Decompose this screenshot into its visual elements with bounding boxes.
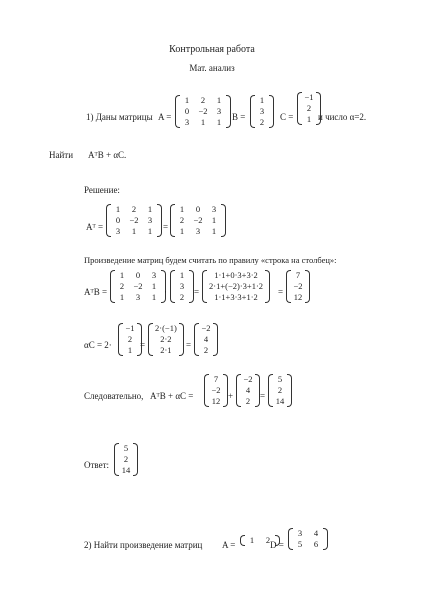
matrix-a: [175, 95, 231, 128]
matrix-cell: 0: [195, 204, 201, 214]
matrix-cell: −1: [304, 92, 314, 102]
matrix-cell: 0: [135, 270, 141, 280]
product-expansion: [202, 270, 270, 303]
matrix-cell: 3: [151, 270, 157, 280]
matrix-cell: 1: [216, 117, 222, 127]
vector-c-symbol: C =: [280, 112, 294, 122]
matrix-cell: −2: [129, 215, 139, 225]
alpha-c-vector: [118, 323, 142, 356]
answer-label: Ответ:: [84, 460, 110, 470]
matrix-d: [288, 528, 328, 550]
matrix-cell: 3: [211, 204, 217, 214]
matrix-cell: 2·1: [160, 345, 172, 355]
right-bracket: [221, 204, 226, 237]
matrix-cell: −2: [198, 106, 208, 116]
matrix-cell: 2: [203, 345, 209, 355]
matrix-a2-symbol: A =: [222, 540, 236, 550]
problem1-intro: 1) Даны матрицы: [86, 112, 153, 122]
matrix-cell: 1·1+0·3+3·2: [214, 270, 258, 280]
matrix-cell: 1: [179, 204, 185, 214]
solution-label: Решение:: [84, 185, 120, 195]
sum-expression: AᵀB + αC =: [150, 391, 194, 401]
matrix-cell: −2: [293, 281, 303, 291]
find-label: Найти: [49, 150, 74, 160]
matrix-cell: 1: [211, 226, 217, 236]
matrix-cell: 3: [179, 281, 185, 291]
answer-vector: [114, 443, 138, 476]
matrix-cell: −2: [243, 374, 253, 384]
equals-sign: =: [260, 391, 266, 401]
sum-second-vector: [236, 374, 260, 407]
transpose-symbol: Aᵀ =: [86, 222, 104, 232]
matrix-cell: 1: [249, 535, 255, 545]
right-bracket: [226, 95, 231, 128]
transpose-result-matrix: [170, 204, 226, 237]
matrix-cell: 1: [200, 117, 206, 127]
matrix-cell: 3: [115, 226, 121, 236]
alpha-statement: и число α=2.: [318, 112, 367, 122]
matrix-cell: 2: [179, 292, 185, 302]
right-bracket: [287, 374, 292, 407]
matrix-cell: 0: [115, 215, 121, 225]
matrix-a-symbol: A =: [158, 112, 172, 122]
sum-result-vector: [268, 374, 292, 407]
page-title: Контрольная работа: [169, 44, 255, 55]
vector-b-symbol: B =: [232, 112, 246, 122]
right-bracket: [213, 323, 218, 356]
transpose-source-matrix: [106, 204, 162, 237]
matrix-cell: 5: [297, 539, 303, 549]
equals-sign: =: [140, 340, 146, 350]
right-bracket: [157, 204, 162, 237]
matrix-cell: 3: [147, 215, 153, 225]
matrix-cell: 1: [119, 270, 125, 280]
matrix-cell: 1: [179, 226, 185, 236]
multiplication-rule: Произведение матриц будем считать по правилу «строка на столбец»:: [84, 255, 337, 265]
matrix-cell: 7: [213, 374, 219, 384]
matrix-cell: 2: [277, 385, 283, 395]
matrix-cell: 3: [259, 106, 265, 116]
product-right-vector: [170, 270, 194, 303]
alpha-result-vector: [194, 323, 218, 356]
matrix-cell: 3: [184, 117, 190, 127]
matrix-cell: −1: [125, 323, 135, 333]
dot-operator: ·: [164, 287, 167, 297]
matrix-cell: 1: [184, 95, 190, 105]
matrix-cell: −2: [133, 281, 143, 291]
matrix-cell: 2: [245, 396, 251, 406]
matrix-cell: 1: [151, 292, 157, 302]
matrix-cell: 12: [293, 292, 303, 302]
matrix-cell: 1: [179, 270, 185, 280]
matrix-cell: 1: [119, 292, 125, 302]
matrix-cell: 1: [131, 226, 137, 236]
page-subtitle: Мат. анализ: [189, 63, 235, 73]
matrix-cell: −2: [201, 323, 211, 333]
matrix-cell: 2·2: [160, 334, 172, 344]
right-bracket: [133, 443, 138, 476]
matrix-cell: 1: [147, 226, 153, 236]
equals-sign: =: [186, 340, 192, 350]
matrix-cell: 12: [211, 396, 221, 406]
equals-sign: =: [278, 287, 284, 297]
equals-sign: =: [194, 287, 200, 297]
matrix-cell: 1: [147, 204, 153, 214]
plus-operator: +: [228, 391, 234, 401]
matrix-cell: 4: [313, 528, 319, 538]
matrix-cell: 2: [131, 204, 137, 214]
matrix-cell: 2: [119, 281, 125, 291]
right-bracket: [323, 528, 328, 550]
matrix-cell: 2·(−1): [155, 323, 177, 333]
problem2-statement: 2) Найти произведение матриц: [84, 540, 203, 550]
alpha-expansion: [148, 323, 184, 356]
matrix-cell: 0: [184, 106, 190, 116]
matrix-cell: 1·1+3·3+1·2: [214, 292, 258, 302]
product-result-vector: [286, 270, 310, 303]
matrix-cell: 6: [313, 539, 319, 549]
sum-first-vector: [204, 374, 228, 407]
find-expression: AᵀB + αC.: [88, 150, 127, 160]
matrix-cell: 5: [123, 443, 129, 453]
right-bracket: [265, 270, 270, 303]
matrix-cell: 4: [245, 385, 251, 395]
matrix-cell: 1: [259, 95, 265, 105]
matrix-cell: 1: [127, 345, 133, 355]
matrix-cell: 2: [306, 103, 312, 113]
matrix-cell: 14: [275, 396, 285, 406]
matrix-cell: 7: [295, 270, 301, 280]
vector-b: [250, 95, 274, 128]
matrix-cell: 1: [151, 281, 157, 291]
matrix-cell: 2: [200, 95, 206, 105]
matrix-cell: 1: [115, 204, 121, 214]
matrix-cell: 3: [135, 292, 141, 302]
right-bracket: [305, 270, 310, 303]
matrix-cell: 2: [259, 117, 265, 127]
matrix-d-symbol: D =: [270, 540, 284, 550]
matrix-cell: 2: [265, 535, 271, 545]
matrix-cell: −2: [211, 385, 221, 395]
equals-sign: =: [163, 222, 169, 232]
right-bracket: [179, 323, 184, 356]
product-symbol: AᵀB =: [84, 287, 108, 297]
matrix-cell: 2: [123, 454, 129, 464]
matrix-cell: 2: [179, 215, 185, 225]
matrix-cell: 3: [195, 226, 201, 236]
matrix-cell: 1: [211, 215, 217, 225]
right-bracket: [269, 95, 274, 128]
matrix-cell: 3: [297, 528, 303, 538]
consequently-label: Следовательно,: [84, 391, 144, 401]
matrix-cell: −2: [193, 215, 203, 225]
matrix-cell: 2·1+(−2)·3+1·2: [209, 281, 264, 291]
matrix-cell: 5: [277, 374, 283, 384]
matrix-cell: 14: [121, 465, 131, 475]
matrix-cell: 3: [216, 106, 222, 116]
matrix-cell: 1: [216, 95, 222, 105]
alpha-c-symbol: αC = 2·: [84, 340, 112, 350]
matrix-cell: 4: [203, 334, 209, 344]
matrix-cell: 1: [306, 114, 312, 124]
matrix-cell: 2: [127, 334, 133, 344]
product-left-matrix: [110, 270, 166, 303]
